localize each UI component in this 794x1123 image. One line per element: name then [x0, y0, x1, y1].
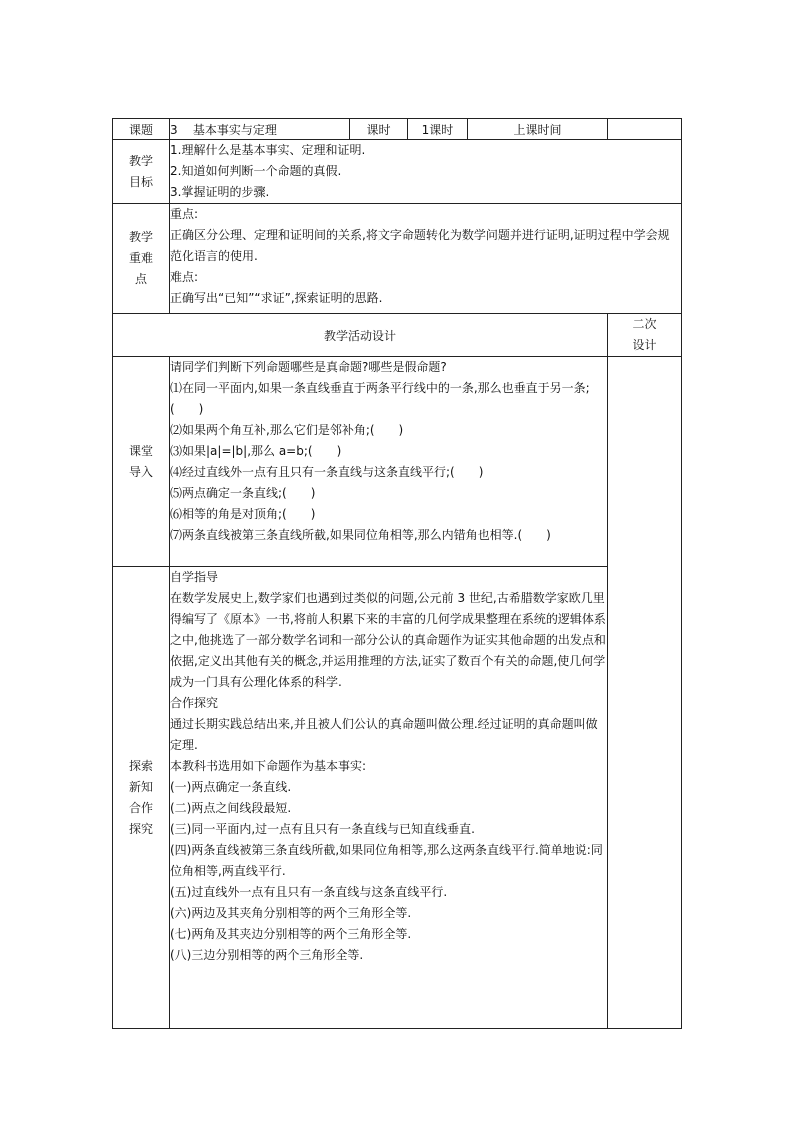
objective-item: 1.理解什么是基本事实、定理和证明.: [170, 143, 366, 157]
header-row: [113, 119, 682, 140]
hours-label: 课时: [350, 119, 408, 140]
fact-item: (四)两条直线被第三条直线所截,如果同位角相等,那么这两条直线平行.简单地说:同位角相等,两直线平行.: [170, 843, 603, 878]
key-points-content: [170, 204, 682, 314]
fact-item: (七)两角及其夹边分别相等的两个三角形全等.: [170, 927, 412, 941]
lesson-plan-table: [112, 118, 682, 1029]
second-design-line1: 二次: [632, 317, 657, 331]
fact-item: (三)同一平面内,过一点有且只有一条直线与已知直线垂直.: [170, 822, 475, 836]
key-point-text: 正确区分公理、定理和证明间的关系,将文字命题转化为数学问题并进行证明,证明过程中学会规范化语言的使用.: [170, 228, 670, 263]
objectives-label-line1: 教学: [128, 153, 153, 168]
objective-item: 2.知道如何判断一个命题的真假.: [170, 164, 342, 178]
class-time-label: 上课时间: [468, 119, 608, 140]
objectives-label: [113, 140, 170, 204]
second-design-label: [608, 314, 682, 357]
facts-intro: 本教科书选用如下命题作为基本事实:: [170, 759, 367, 773]
design-title: 教学活动设计: [113, 314, 608, 357]
fact-item: (八)三边分别相等的两个三角形全等.: [170, 948, 364, 962]
intro-question: 请同学们判断下列命题哪些是真命题?哪些是假命题?: [170, 360, 447, 374]
fact-item: (一)两点确定一条直线.: [170, 780, 292, 794]
explore-label-line2: 新知: [128, 779, 153, 794]
intro-item: ⑸两点确定一条直线;( ): [170, 486, 316, 500]
difficult-point-text: 正确写出“已知”“求证”,探索证明的思路.: [170, 291, 383, 305]
intro-item: ⑵如果两个角互补,那么它们是邻补角;( ): [170, 423, 404, 437]
key-points-label: [113, 204, 170, 314]
fact-item: (六)两边及其夹角分别相等的两个三角形全等.: [170, 906, 412, 920]
key-points-row: [113, 204, 682, 314]
key-points-label-line3: 点: [134, 272, 147, 286]
intro-item: ⑴在同一平面内,如果一条直线垂直于两条平行线中的一条,那么也垂直于另一条;( ): [170, 381, 590, 416]
topic-cell: [170, 119, 350, 140]
topic-number: 3: [170, 122, 178, 137]
objectives-content: [170, 140, 682, 204]
topic-label: 课题: [113, 119, 170, 140]
second-design-line2: 设计: [632, 338, 657, 352]
key-points-label-line1: 教学: [128, 230, 153, 244]
explore-row: [113, 567, 682, 1029]
explore-content: [170, 567, 608, 1029]
second-design-column: [608, 357, 682, 1029]
objectives-label-line2: 目标: [128, 174, 153, 189]
design-header-row: [113, 314, 682, 357]
key-points-label-line2: 重难: [128, 251, 153, 265]
intro-item: ⑷经过直线外一点有且只有一条直线与这条直线平行;( ): [170, 465, 484, 479]
topic-title: 基本事实与定理: [192, 122, 277, 137]
fact-item: (二)两点之间线段最短.: [170, 801, 292, 815]
self-study-text: 在数学发展史上,数学家们也遇到过类似的问题,公元前 3 世纪,古希腊数学家欧几里得编写了《原本》一书,将前人积累下来的丰富的几何学成果整理在系统的逻辑体系之中,他挑选了一部分数学名词和一部分公认的真命题作为证实其他命题的出发点和依据,定义出其他有关的概念,并运用推理的方法,证实了数百个有关的命题,使几何学成为一门具有公理化体系的科学.: [170, 591, 606, 689]
key-point-title: 重点:: [170, 207, 199, 221]
explore-label-line4: 探究: [128, 821, 153, 836]
objectives-row: [113, 140, 682, 204]
hours-value: 1课时: [408, 119, 468, 140]
self-study-title: 自学指导: [170, 570, 219, 584]
intro-label-line2: 导入: [128, 464, 153, 479]
intro-row: [113, 357, 682, 567]
objective-item: 3.掌握证明的步骤.: [170, 185, 270, 199]
fact-item: (五)过直线外一点有且只有一条直线与这条直线平行.: [170, 885, 448, 899]
intro-item: ⑺两条直线被第三条直线所截,如果同位角相等,那么内错角也相等.( ): [170, 528, 551, 542]
intro-item: ⑶如果|a|=|b|,那么 a=b;( ): [170, 444, 342, 458]
class-time-value: [608, 119, 682, 140]
explore-label: [113, 567, 170, 1029]
intro-item: ⑹相等的角是对顶角;( ): [170, 507, 316, 521]
coop-title: 合作探究: [170, 696, 219, 710]
intro-label: [113, 357, 170, 567]
difficult-point-title: 难点:: [170, 270, 199, 284]
coop-text: 通过长期实践总结出来,并且被人们公认的真命题叫做公理.经过证明的真命题叫做定理.: [170, 717, 598, 752]
intro-label-line1: 课堂: [128, 443, 153, 458]
intro-content: [170, 357, 608, 567]
explore-label-line3: 合作: [128, 800, 153, 815]
explore-label-line1: 探索: [128, 758, 153, 773]
